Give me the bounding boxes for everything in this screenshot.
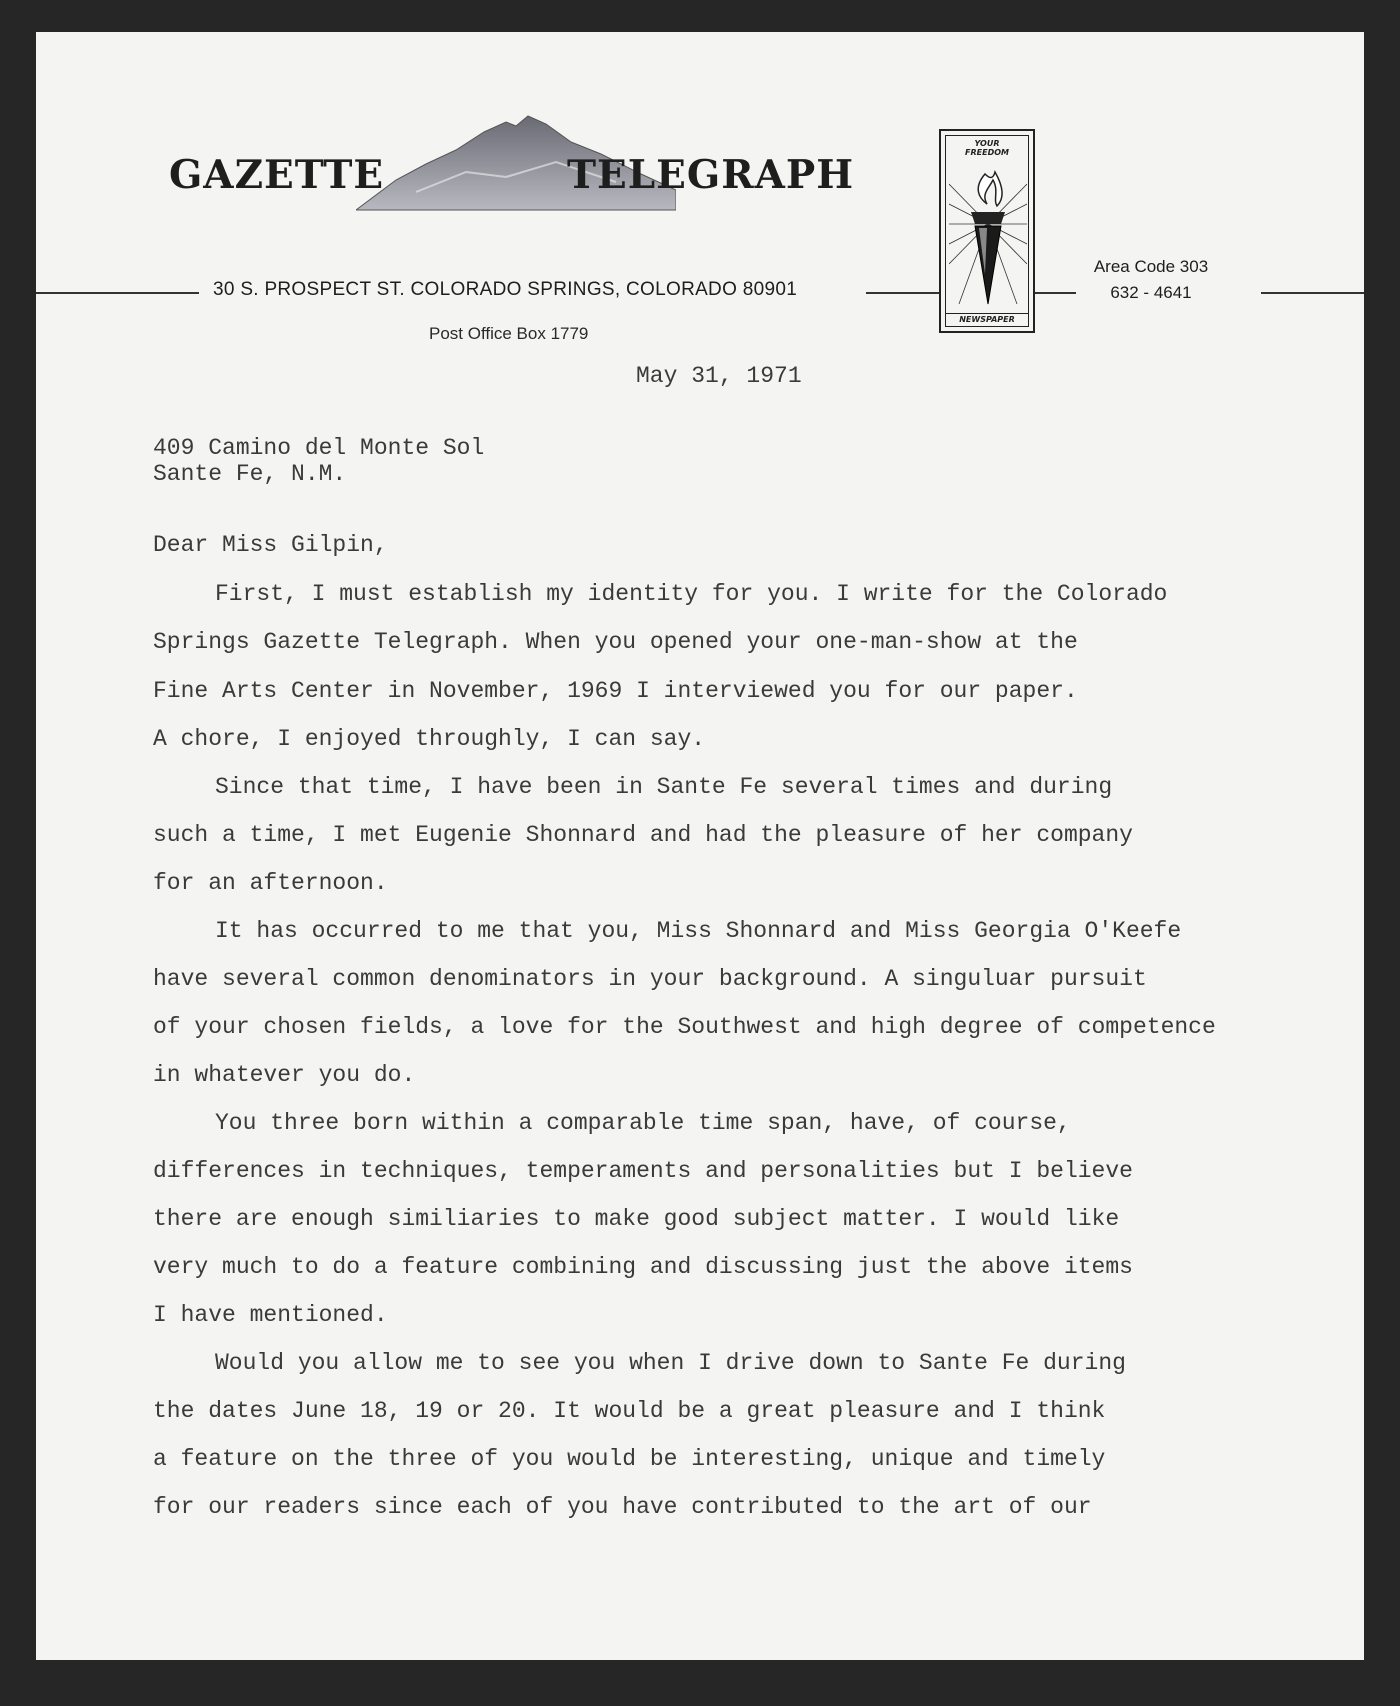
letter-date: May 31, 1971 — [636, 363, 802, 389]
body-line: there are enough similiaries to make good subject matter. I would like — [153, 1206, 1120, 1232]
body-line: differences in techniques, temperaments and personalities but I believe — [153, 1158, 1133, 1184]
body-line: Would you allow me to see you when I drive down to Sante Fe during — [215, 1350, 1126, 1376]
body-line: You three born within a comparable time span, have, of course, — [215, 1110, 1071, 1136]
rule-right-a — [1033, 292, 1076, 294]
letterhead-address: 30 S. PROSPECT ST. COLORADO SPRINGS, COLORADO 80901 — [213, 279, 798, 300]
recipient-address-line-1: 409 Camino del Monte Sol — [153, 435, 485, 461]
body-line: the dates June 18, 19 or 20. It would be a great pleasure and I think — [153, 1398, 1106, 1424]
recipient-address-line-2: Sante Fe, N.M. — [153, 461, 347, 487]
rule-middle — [866, 292, 939, 294]
body-line: very much to do a feature combining and discussing just the above items — [153, 1254, 1133, 1280]
torch-icon — [949, 164, 1027, 310]
emblem-frame — [945, 135, 1029, 327]
rule-left — [36, 292, 199, 294]
body-line: for our readers since each of you have contributed to the art of our — [153, 1494, 1092, 1520]
phone-number: 632 - 4641 — [1110, 283, 1192, 302]
salutation: Dear Miss Gilpin, — [153, 532, 388, 558]
masthead-gazette: GAZETTE — [169, 152, 385, 198]
body-line: First, I must establish my identity for you. I write for the Colorado — [215, 581, 1168, 607]
newspaper-emblem — [939, 129, 1035, 333]
body-line: Springs Gazette Telegraph. When you opened your one-man-show at the — [153, 629, 1078, 655]
emblem-bottom-text: NEWSPAPER — [946, 313, 1028, 324]
body-line: for an afternoon. — [153, 870, 388, 896]
body-line: a feature on the three of you would be interesting, unique and timely — [153, 1446, 1106, 1472]
letterhead-phone — [1076, 254, 1226, 306]
body-line: in whatever you do. — [153, 1062, 416, 1088]
body-line: It has occurred to me that you, Miss Shonnard and Miss Georgia O'Keefe — [215, 918, 1182, 944]
body-line: of your chosen fields, a love for the Southwest and high degree of competence — [153, 1014, 1216, 1040]
masthead-telegraph: TELEGRAPH — [567, 152, 855, 198]
body-line: Since that time, I have been in Sante Fe several times and during — [215, 774, 1113, 800]
emblem-top-text: YOUR FREEDOM — [965, 139, 1009, 157]
letter-page — [36, 32, 1364, 1660]
area-code: Area Code 303 — [1093, 257, 1209, 276]
body-line: have several common denominators in your background. A singuluar pursuit — [153, 966, 1147, 992]
letterhead-po-box: Post Office Box 1779 — [429, 324, 589, 343]
body-line: such a time, I met Eugenie Shonnard and had the pleasure of her company — [153, 822, 1133, 848]
body-line: I have mentioned. — [153, 1302, 388, 1328]
rule-right-b — [1261, 292, 1364, 294]
body-line: A chore, I enjoyed throughly, I can say. — [153, 726, 706, 752]
body-line: Fine Arts Center in November, 1969 I interviewed you for our paper. — [153, 678, 1078, 704]
